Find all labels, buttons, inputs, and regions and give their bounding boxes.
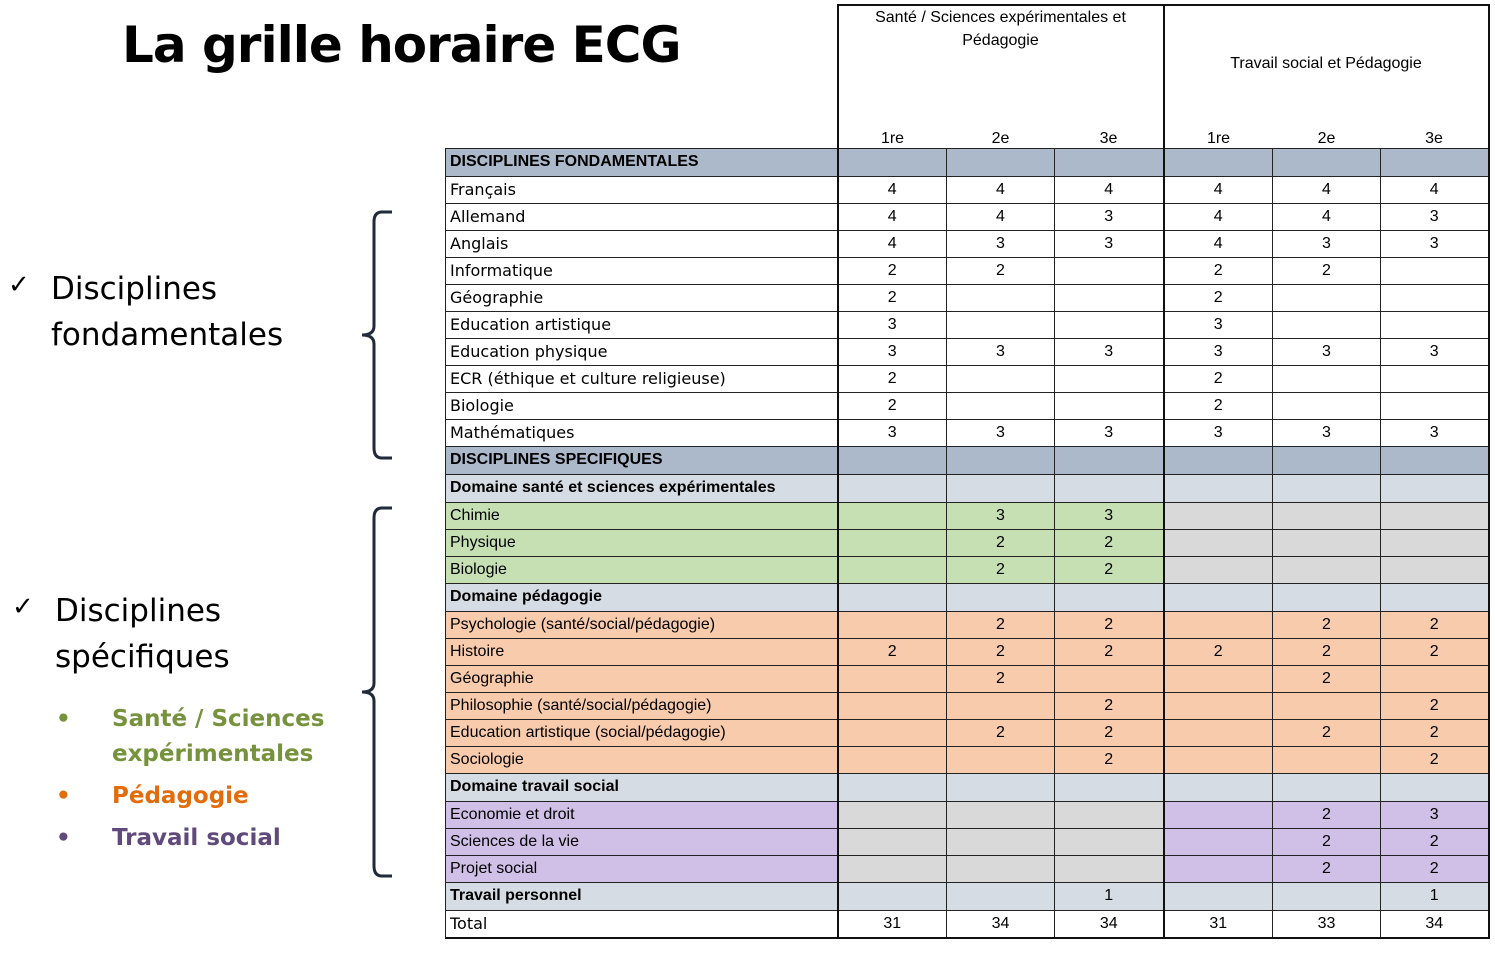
- hours-cell: 3: [1381, 203, 1489, 230]
- hours-cell: 3: [947, 230, 1055, 257]
- hours-cell: [1381, 284, 1489, 311]
- hours-cell: [838, 692, 947, 719]
- hours-cell: 2: [947, 719, 1055, 746]
- subject-name: Sociologie: [446, 746, 838, 773]
- hours-cell: 4: [838, 176, 947, 203]
- subject-name: Education artistique (social/pédagogie): [446, 719, 838, 746]
- page-title: La grille horaire ECG: [122, 16, 681, 74]
- hours-cell: [1055, 257, 1164, 284]
- subject-name: Travail personnel: [446, 882, 838, 910]
- hours-cell: [1164, 529, 1273, 556]
- domain-bullet-item: [56, 702, 356, 772]
- hours-cell: [947, 148, 1055, 176]
- table-row: [446, 828, 1489, 855]
- hours-cell: 4: [947, 176, 1055, 203]
- hours-cell: [838, 556, 947, 583]
- table-row: [446, 203, 1489, 230]
- table-row: [446, 583, 1489, 611]
- hours-cell: 3: [1273, 230, 1381, 257]
- subject-name: Education physique: [446, 338, 838, 365]
- hours-cell: 3: [947, 338, 1055, 365]
- hours-cell: 2: [947, 638, 1055, 665]
- hours-cell: [1164, 556, 1273, 583]
- hours-cell: [1381, 665, 1489, 692]
- subject-name: Géographie: [446, 665, 838, 692]
- hours-cell: 2: [1273, 801, 1381, 828]
- hours-cell: 3: [1381, 338, 1489, 365]
- hours-cell: 4: [838, 230, 947, 257]
- hours-cell: 2: [1055, 611, 1164, 638]
- hours-cell: 2: [947, 257, 1055, 284]
- hours-cell: 2: [1164, 365, 1273, 392]
- table-row: [446, 529, 1489, 556]
- hours-cell: [1164, 773, 1273, 801]
- subject-name: Informatique: [446, 257, 838, 284]
- domain-bullet-item: [56, 821, 356, 856]
- hours-cell: [1164, 148, 1273, 176]
- hours-cell: [1381, 556, 1489, 583]
- hours-cell: 3: [838, 311, 947, 338]
- table-row: [446, 257, 1489, 284]
- hours-cell: 4: [1273, 176, 1381, 203]
- year-header: 3e: [1381, 120, 1489, 148]
- domain-bullet-item: [56, 779, 356, 814]
- hours-cell: [1381, 148, 1489, 176]
- subject-name: Chimie: [446, 502, 838, 529]
- hours-cell: [838, 583, 947, 611]
- table-row: [446, 855, 1489, 882]
- group-header-sante-pedagogie: Santé / Sciences expérimentales et Pédagogie: [838, 5, 1164, 120]
- hours-cell: [1273, 502, 1381, 529]
- hours-cell: [1381, 392, 1489, 419]
- hours-cell: [1164, 502, 1273, 529]
- hours-cell: [1164, 692, 1273, 719]
- hours-cell: 2: [1273, 665, 1381, 692]
- hours-cell: 2: [1164, 638, 1273, 665]
- subject-name: Anglais: [446, 230, 838, 257]
- subject-name: Domaine santé et sciences expérimentales: [446, 474, 838, 502]
- hours-cell: 2: [1273, 719, 1381, 746]
- table-row: [446, 638, 1489, 665]
- hours-cell: 3: [838, 419, 947, 446]
- table-row: [446, 446, 1489, 474]
- hours-cell: [1381, 365, 1489, 392]
- hours-cell: 4: [1273, 203, 1381, 230]
- year-header: 1re: [1164, 120, 1273, 148]
- subject-name: Philosophie (santé/social/pédagogie): [446, 692, 838, 719]
- hours-cell: [947, 855, 1055, 882]
- hours-cell: [1164, 746, 1273, 773]
- hours-cell: [1164, 855, 1273, 882]
- hours-cell: 4: [1164, 176, 1273, 203]
- hours-cell: 3: [1055, 338, 1164, 365]
- check-icon: ✓: [8, 270, 30, 300]
- hours-cell: [1055, 583, 1164, 611]
- hours-cell: [1055, 365, 1164, 392]
- table-row: [446, 338, 1489, 365]
- hours-cell: [947, 365, 1055, 392]
- subject-name: Total: [446, 910, 838, 938]
- subject-name: Mathématiques: [446, 419, 838, 446]
- table-row: [446, 746, 1489, 773]
- hours-cell: [1055, 284, 1164, 311]
- subject-name: Domaine travail social: [446, 773, 838, 801]
- hours-cell: [838, 474, 947, 502]
- subject-name: Projet social: [446, 855, 838, 882]
- hours-cell: [1273, 446, 1381, 474]
- hours-cell: [947, 746, 1055, 773]
- hours-cell: [1381, 311, 1489, 338]
- hours-cell: [1381, 773, 1489, 801]
- hours-cell: [947, 474, 1055, 502]
- hours-cell: 2: [1381, 828, 1489, 855]
- hours-cell: 2: [838, 284, 947, 311]
- bullet-icon: •: [56, 706, 71, 732]
- hours-cell: 2: [947, 611, 1055, 638]
- subject-name: Biologie: [446, 392, 838, 419]
- hours-cell: [838, 665, 947, 692]
- table-row: [446, 556, 1489, 583]
- subject-name: Psychologie (santé/social/pédagogie): [446, 611, 838, 638]
- subject-name: Education artistique: [446, 311, 838, 338]
- hours-cell: [1273, 311, 1381, 338]
- hours-cell: [1381, 446, 1489, 474]
- hours-cell: [947, 284, 1055, 311]
- subject-name: DISCIPLINES FONDAMENTALES: [446, 148, 838, 176]
- hours-cell: 1: [1381, 882, 1489, 910]
- hours-cell: 2: [1164, 284, 1273, 311]
- year-header: 1re: [838, 120, 947, 148]
- hours-cell: 4: [1055, 176, 1164, 203]
- hours-cell: [838, 502, 947, 529]
- hours-cell: [947, 882, 1055, 910]
- hours-cell: 3: [1164, 311, 1273, 338]
- hours-cell: [1164, 828, 1273, 855]
- hours-cell: [1381, 529, 1489, 556]
- year-header: 2e: [1273, 120, 1381, 148]
- hours-cell: [1273, 474, 1381, 502]
- subject-name: Géographie: [446, 284, 838, 311]
- hours-cell: 2: [947, 529, 1055, 556]
- subject-name: Physique: [446, 529, 838, 556]
- hours-cell: [947, 773, 1055, 801]
- table-row: [446, 148, 1489, 176]
- subject-name: DISCIPLINES SPECIFIQUES: [446, 446, 838, 474]
- domain-bullet-label: Pédagogie: [112, 783, 249, 809]
- table-row: [446, 910, 1489, 938]
- check-icon: ✓: [12, 592, 34, 622]
- hours-cell: 2: [1381, 611, 1489, 638]
- hours-cell: [1273, 556, 1381, 583]
- hours-cell: [1273, 365, 1381, 392]
- hours-cell: 2: [1381, 746, 1489, 773]
- hours-cell: 2: [1273, 638, 1381, 665]
- hours-cell: 4: [838, 203, 947, 230]
- hours-cell: 2: [1273, 257, 1381, 284]
- hours-cell: [838, 148, 947, 176]
- hours-cell: 3: [1055, 230, 1164, 257]
- table-row: [446, 419, 1489, 446]
- table-row: [446, 801, 1489, 828]
- hours-cell: [1055, 446, 1164, 474]
- hours-cell: 31: [838, 910, 947, 938]
- hours-cell: 2: [1055, 719, 1164, 746]
- subject-name: Allemand: [446, 203, 838, 230]
- domain-bullet-list: [56, 702, 356, 863]
- hours-cell: 3: [1164, 338, 1273, 365]
- hours-cell: [838, 855, 947, 882]
- hours-cell: 3: [1381, 801, 1489, 828]
- hours-cell: [947, 392, 1055, 419]
- hours-cell: 2: [1055, 746, 1164, 773]
- schedule-table: [445, 4, 1490, 939]
- hours-cell: [1273, 773, 1381, 801]
- hours-cell: 33: [1273, 910, 1381, 938]
- hours-cell: 3: [1055, 419, 1164, 446]
- hours-cell: [1164, 801, 1273, 828]
- subject-name: Economie et droit: [446, 801, 838, 828]
- table-row: [446, 176, 1489, 203]
- hours-cell: [838, 611, 947, 638]
- hours-cell: [1273, 392, 1381, 419]
- hours-cell: [947, 692, 1055, 719]
- hours-cell: [1164, 719, 1273, 746]
- hours-cell: [1273, 583, 1381, 611]
- hours-cell: 34: [1381, 910, 1489, 938]
- hours-cell: [1164, 665, 1273, 692]
- subject-name: Français: [446, 176, 838, 203]
- hours-cell: 34: [947, 910, 1055, 938]
- hours-cell: 2: [1055, 692, 1164, 719]
- hours-cell: [947, 828, 1055, 855]
- hours-cell: [1164, 882, 1273, 910]
- hours-cell: [1381, 474, 1489, 502]
- hours-cell: [1273, 284, 1381, 311]
- hours-cell: [1164, 583, 1273, 611]
- table-row: [446, 773, 1489, 801]
- hours-cell: 4: [1381, 176, 1489, 203]
- hours-cell: [1273, 882, 1381, 910]
- hours-cell: 2: [947, 665, 1055, 692]
- bullet-icon: •: [56, 825, 71, 851]
- table-row: [446, 365, 1489, 392]
- hours-cell: 2: [1381, 638, 1489, 665]
- hours-cell: 2: [1055, 529, 1164, 556]
- hours-cell: 2: [1055, 638, 1164, 665]
- hours-cell: 4: [1164, 230, 1273, 257]
- hours-cell: [838, 746, 947, 773]
- subject-name: Biologie: [446, 556, 838, 583]
- subject-name: Histoire: [446, 638, 838, 665]
- hours-cell: [838, 719, 947, 746]
- hours-cell: [1055, 828, 1164, 855]
- table-row: [446, 230, 1489, 257]
- hours-cell: [1273, 148, 1381, 176]
- hours-cell: 2: [1273, 828, 1381, 855]
- table-row: [446, 719, 1489, 746]
- brace-specifiques-icon: [356, 506, 396, 880]
- hours-cell: [1164, 446, 1273, 474]
- hours-cell: 3: [838, 338, 947, 365]
- group-header-travail-social: Travail social et Pédagogie: [1164, 5, 1489, 120]
- hours-cell: [1273, 746, 1381, 773]
- hours-cell: 3: [1055, 203, 1164, 230]
- year-header: 2e: [947, 120, 1055, 148]
- hours-cell: [1055, 665, 1164, 692]
- hours-cell: [838, 801, 947, 828]
- hours-cell: [1381, 502, 1489, 529]
- hours-cell: [947, 583, 1055, 611]
- hours-cell: 3: [1164, 419, 1273, 446]
- hours-cell: [838, 446, 947, 474]
- hours-cell: 2: [1381, 855, 1489, 882]
- hours-cell: [1273, 529, 1381, 556]
- hours-cell: 3: [1273, 338, 1381, 365]
- hours-cell: 1: [1055, 882, 1164, 910]
- table-row: [446, 882, 1489, 910]
- table-row: [446, 392, 1489, 419]
- hours-cell: [1164, 611, 1273, 638]
- hours-cell: 3: [1381, 419, 1489, 446]
- hours-cell: [838, 882, 947, 910]
- hours-cell: [947, 311, 1055, 338]
- hours-cell: 4: [947, 203, 1055, 230]
- section-fondamentales-label: Disciplines fondamentales: [51, 271, 284, 353]
- bullet-icon: •: [56, 783, 71, 809]
- hours-cell: [1381, 583, 1489, 611]
- table-row: [446, 665, 1489, 692]
- subject-name: Domaine pédagogie: [446, 583, 838, 611]
- hours-cell: 34: [1055, 910, 1164, 938]
- hours-cell: [1164, 474, 1273, 502]
- hours-cell: 2: [1273, 611, 1381, 638]
- hours-cell: 2: [1381, 692, 1489, 719]
- hours-cell: [1381, 257, 1489, 284]
- hours-cell: [1055, 855, 1164, 882]
- table-row: [446, 474, 1489, 502]
- hours-cell: 3: [1381, 230, 1489, 257]
- domain-bullet-label: Santé / Sciences expérimentales: [112, 706, 325, 767]
- table-row: [446, 611, 1489, 638]
- hours-cell: 2: [1055, 556, 1164, 583]
- table-row: [446, 692, 1489, 719]
- hours-cell: 2: [838, 638, 947, 665]
- table-row: [446, 284, 1489, 311]
- hours-cell: 3: [947, 419, 1055, 446]
- hours-cell: 2: [1381, 719, 1489, 746]
- hours-cell: [1055, 801, 1164, 828]
- brace-fondamentales-icon: [356, 210, 396, 462]
- year-header: 3e: [1055, 120, 1164, 148]
- hours-cell: 31: [1164, 910, 1273, 938]
- hours-cell: 2: [947, 556, 1055, 583]
- hours-cell: [947, 801, 1055, 828]
- hours-cell: [838, 773, 947, 801]
- hours-cell: 2: [838, 257, 947, 284]
- domain-bullet-label: Travail social: [112, 825, 281, 851]
- hours-cell: 4: [1164, 203, 1273, 230]
- hours-cell: 3: [947, 502, 1055, 529]
- hours-cell: [1055, 392, 1164, 419]
- section-specifiques-label: Disciplines spécifiques: [55, 593, 230, 675]
- hours-cell: [1055, 474, 1164, 502]
- hours-cell: 2: [838, 392, 947, 419]
- hours-cell: 2: [1273, 855, 1381, 882]
- hours-cell: [1055, 311, 1164, 338]
- hours-cell: [1055, 148, 1164, 176]
- hours-cell: [1273, 692, 1381, 719]
- hours-cell: 3: [1055, 502, 1164, 529]
- table-row: [446, 502, 1489, 529]
- hours-cell: [1055, 773, 1164, 801]
- hours-cell: [947, 446, 1055, 474]
- subject-name: Sciences de la vie: [446, 828, 838, 855]
- hours-cell: [838, 828, 947, 855]
- hours-cell: [838, 529, 947, 556]
- hours-cell: 3: [1273, 419, 1381, 446]
- subject-name: ECR (éthique et culture religieuse): [446, 365, 838, 392]
- hours-cell: 2: [838, 365, 947, 392]
- table-row: [446, 311, 1489, 338]
- hours-cell: 2: [1164, 257, 1273, 284]
- hours-cell: 2: [1164, 392, 1273, 419]
